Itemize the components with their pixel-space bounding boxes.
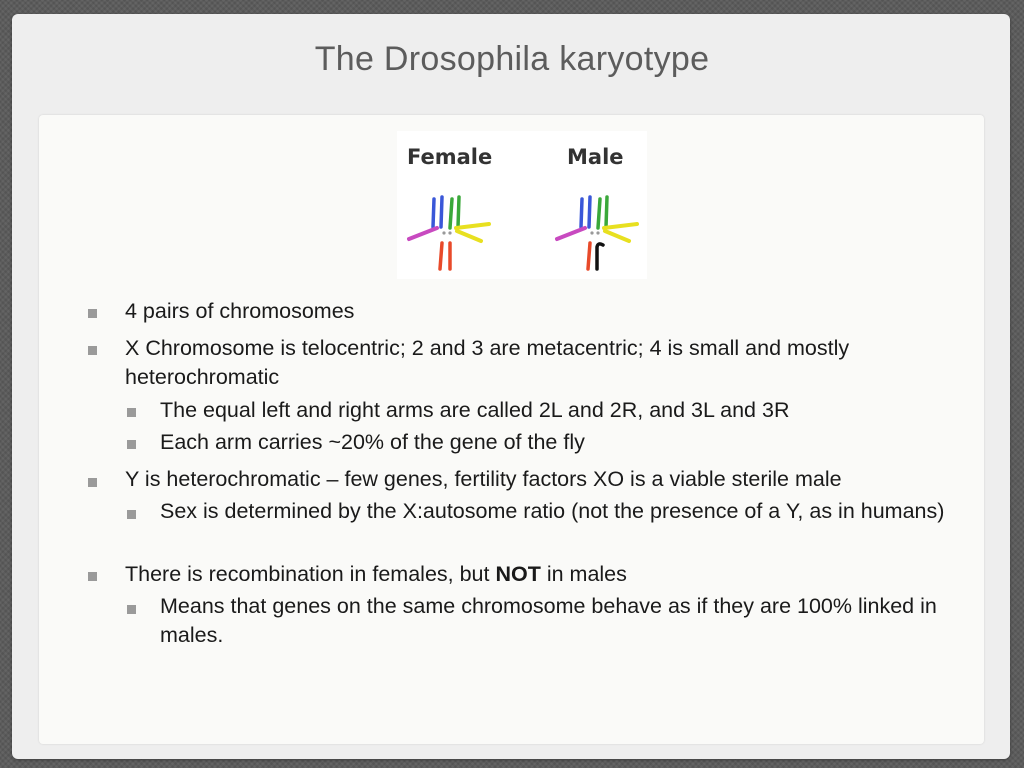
female-label: Female — [407, 145, 493, 169]
bullet-item — [125, 560, 955, 589]
sub-bullet-item: The equal left and right arms are called 2L and 2R, and 3L and 3R — [160, 398, 790, 422]
sub-bullet-marker — [127, 605, 136, 614]
bullet-item: X Chromosome is telocentric; 2 and 3 are metacentric; 4 is small and mostly heterochromatic — [125, 336, 850, 389]
slide-title: The Drosophila karyotype — [314, 40, 710, 78]
bullet-marker — [88, 478, 97, 487]
bullet-marker — [88, 572, 97, 581]
bullet-marker — [88, 309, 97, 318]
bullet-item: 4 pairs of chromosomes — [125, 299, 355, 323]
male-label: Male — [567, 145, 624, 169]
bullet-emphasis: NOT — [495, 562, 541, 586]
bullet-marker — [88, 346, 97, 355]
sub-bullet-item: Each arm carries ~20% of the gene of the fly — [160, 430, 585, 454]
bullet-text: There is recombination in females, but — [125, 562, 496, 586]
bullet-text: in males — [540, 562, 627, 586]
sub-bullet-marker — [127, 510, 136, 519]
sub-bullet-item: Sex is determined by the X:autosome ratio (not the presence of a Y, as in humans) — [160, 499, 945, 523]
sub-bullet-item: Means that genes on the same chromosome behave as if they are 100% linked in males. — [160, 594, 937, 647]
bullet-item: Y is heterochromatic – few genes, fertility factors XO is a viable sterile male — [125, 467, 842, 491]
sub-bullet-marker — [127, 440, 136, 449]
sub-bullet-marker — [127, 408, 136, 417]
